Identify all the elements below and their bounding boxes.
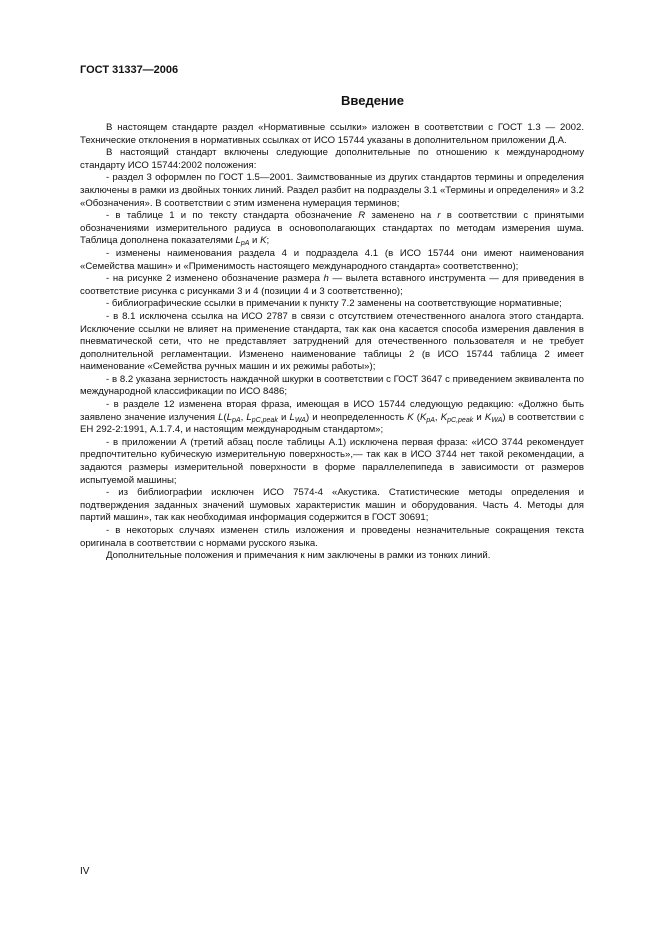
- document-header: ГОСТ 31337—2006: [80, 64, 179, 76]
- page-number: IV: [80, 866, 90, 877]
- subscript: pC,peak: [251, 416, 278, 424]
- symbol: K: [484, 411, 492, 423]
- text-segment: заменено на: [365, 210, 438, 222]
- symbol: h: [323, 273, 329, 285]
- text-segment: и: [473, 411, 485, 423]
- list-item: - в 8.2 указана зернистость наждачной шкурки в соответствии с ГОСТ 3647 с приведением эквивалента по международной классификации по ИСО 8486;: [80, 373, 584, 398]
- list-item: [80, 273, 584, 298]
- list-item: - из библиографии исключен ИСО 7574-4 «Акустика. Статистические методы определения и подтверждения заданных значений шумовых характеристик машин и оборудования. Часть 4. Методы для партий машин», так как необходимая информация содержится в ГОСТ 30691;: [80, 487, 584, 524]
- symbol: L: [218, 411, 224, 423]
- text-segment: — вылета вставного инструмента — для приведения в соответствие рисунка с рисунками 3 и 4 (позиции 4 и 3 соответственно);: [80, 273, 584, 297]
- list-item: - в приложении А (третий абзац после таблицы А.1) исключена первая фраза: «ИСО 3744 рекомендует предпочтительно кубическую измерительную поверхность»,— так как в ИСО 3744 нет такой рекомендации, а задаются размеры измерительной поверхности в форме параллелепипеда в зависимости от размеров испытуемой машины;: [80, 436, 584, 486]
- text-segment: ) в соответствии с ЕН 292-2:1991, А.1.7.4, и настоящим международным стандартом»;: [80, 411, 584, 436]
- subscript: pA: [426, 416, 435, 424]
- paragraph: В настоящий стандарт включены следующие дополнительные по отношению к международному стандарту ИСО 15744:2002 положения:: [80, 147, 584, 171]
- symbol: K: [260, 235, 267, 247]
- list-item: [80, 399, 584, 437]
- text-segment: в соответствии с принятыми обозначениями измерительного радиуса в основополагающих стандартах по методам измерения шума. Таблица дополнена показателями: [80, 210, 584, 247]
- symbol: r: [437, 210, 441, 222]
- document-body: [80, 122, 584, 563]
- subscript: WA: [294, 416, 306, 424]
- text-segment: ,: [240, 411, 247, 423]
- symbol: L: [289, 411, 295, 423]
- list-item: [80, 210, 584, 248]
- paragraph: Дополнительные положения и примечания к ним заключены в рамки из тонких линий.: [106, 550, 491, 562]
- text-segment: - на рисунке 2 изменено обозначение размера: [106, 273, 324, 285]
- symbol: K: [407, 411, 414, 423]
- paragraph: В настоящем стандарте раздел «Нормативные ссылки» изложен в соответствии с ГОСТ 1.3 — 2002. Технические отклонения в нормативных ссылках от ИСО 15744 указаны в дополнительном приложении Д.А.: [80, 122, 584, 146]
- text-segment: ,: [434, 411, 441, 423]
- list-item: - библиографические ссылки в примечании к пункту 7.2 заменены на соответствующие нормативные;: [106, 298, 562, 310]
- text-segment: (: [223, 411, 227, 423]
- symbol: L: [235, 235, 241, 247]
- list-item: - изменены наименования раздела 4 и подраздела 4.1 (в ИСО 15744 они имеют наименования «Семейства машин» и «Применимость настоящего международного стандарта» соответственно);: [80, 247, 584, 272]
- list-item: - в некоторых случаях изменен стиль изложения и проведены незначительные сокращения текста оригинала в соответствии с нормами русского языка.: [80, 525, 584, 549]
- subscript: pC,peak: [447, 416, 474, 424]
- list-item: - раздел 3 оформлен по ГОСТ 1.5—2001. Заимствованные из других стандартов термины и определения заключены в рамки из двойных тонких линий. Раздел разбит на подразделы 3.1 «Термины и определения» и 3.2 «Обозначения». В соответствии с этим изменена нумерация терминов;: [80, 172, 584, 209]
- text-segment: и: [249, 235, 261, 247]
- text-segment: - в таблице 1 и по тексту стандарта обозначение: [106, 210, 359, 222]
- list-item: - в 8.1 исключена ссылка на ИСО 2787 в связи с отсутствием отечественного аналога этого стандарта. Исключение ссылки не влияет на применение стандарта, так как она касается способа измерения давления в пневматической сети, что не представляет затруднений для отечественного пользователя и не требует дополнительной регламентации. Изменено наименование таблицы 2 (в ИСО 15744 таблица 2 имеет наименование «Семейства ручных машин и их режимы работы»);: [80, 310, 584, 373]
- symbol: L: [246, 411, 252, 423]
- section-title: Введение: [341, 93, 404, 108]
- subscript: WA: [491, 416, 503, 424]
- text-segment: - в разделе 12 изменена вторая фраза, имеющая в ИСО 15744 следующую редакцию: «Должно быть заявлено значение излучения: [80, 399, 584, 423]
- symbol: R: [358, 210, 366, 222]
- subscript: pA: [240, 240, 250, 248]
- symbol: K: [440, 411, 448, 423]
- symbol: L: [226, 411, 233, 423]
- text-segment: ;: [266, 235, 270, 247]
- text-segment: (: [413, 411, 420, 423]
- text-segment: ) и неопределенность: [305, 411, 408, 423]
- text-segment: и: [277, 411, 290, 423]
- symbol: K: [419, 411, 427, 423]
- subscript: pA: [232, 416, 241, 424]
